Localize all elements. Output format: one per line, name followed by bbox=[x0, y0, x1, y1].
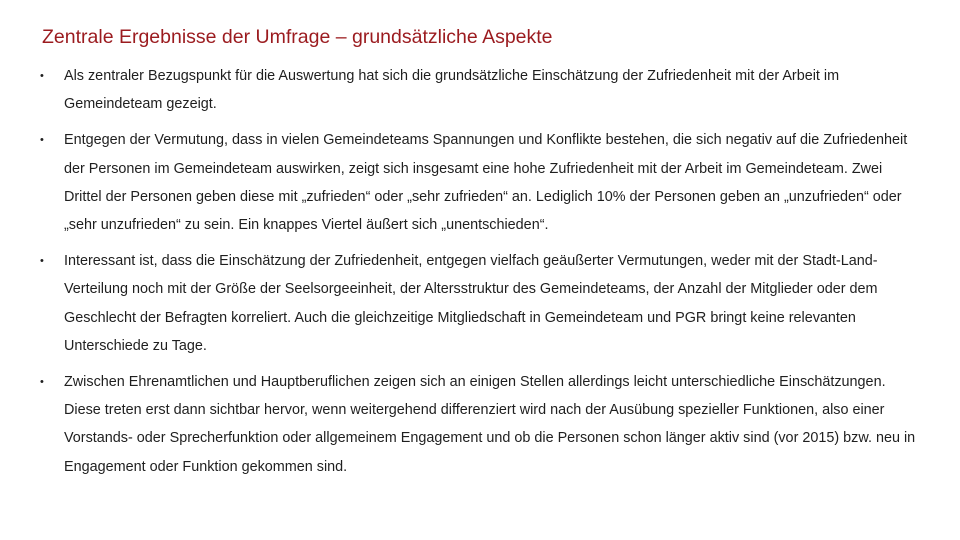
bullet-item bbox=[40, 62, 920, 118]
bullet-item bbox=[40, 247, 920, 360]
bullet-text: Zwischen Ehrenamtlichen und Hauptberuflichen zeigen sich an einigen Stellen allerdings leicht unterschiedliche Einschätzungen. Diese treten erst dann sichtbar hervor, wenn weitergehend differenziert wird nach der Ausübung spezieller Funktionen, also einer Vorstands- oder Sprecherfunktion oder allgemeinem Engagement und ob die Personen schon länger aktiv sind (vor 2015) bzw. neu in Engagement oder Funktion gekommen sind. bbox=[64, 374, 916, 475]
bullet-text: Als zentraler Bezugspunkt für die Auswertung hat sich die grundsätzliche Einschätzung der Zufriedenheit mit der Arbeit im Gemeindeteam gezeigt. bbox=[64, 68, 840, 113]
bullet-item bbox=[40, 126, 920, 239]
bullet-marker: • bbox=[40, 70, 44, 82]
bullet-item bbox=[40, 368, 920, 481]
bullet-text: Interessant ist, dass die Einschätzung der Zufriedenheit, entgegen vielfach geäußerter Vermutungen, weder mit der Stadt-Land-Verteilung noch mit der Größe der Seelsorgeeinheit, der Altersstruktur des Gemeindeteams, der Anzahl der Mitglieder oder dem Geschlecht der Befragten korreliert. Auch die gleichzeitige Mitgliedschaft in Gemeindeteam und PGR bringt keine relevanten Unterschiede zu Tage. bbox=[64, 253, 878, 354]
bullet-text: Entgegen der Vermutung, dass in vielen Gemeindeteams Spannungen und Konflikte bestehen, die sich negativ auf die Zufriedenheit der Personen im Gemeindeteam auswirken, zeigt sich insgesamt eine hohe Zufriedenheit mit der Arbeit im Gemeindeteam. Zwei Drittel der Personen geben diese mit „zufrieden“ oder „sehr zufrieden“ an. Lediglich 10% der Personen geben an „unzufrieden“ oder „sehr unzufrieden“ zu sein. Ein knappes Viertel äußert sich „unentschieden“. bbox=[64, 132, 908, 234]
bullet-list bbox=[40, 62, 920, 481]
bullet-marker: • bbox=[40, 376, 44, 389]
bullet-marker: • bbox=[40, 255, 44, 268]
slide-title: Zentrale Ergebnisse der Umfrage – grundsätzliche Aspekte bbox=[42, 26, 553, 48]
bullet-marker: • bbox=[40, 134, 44, 147]
